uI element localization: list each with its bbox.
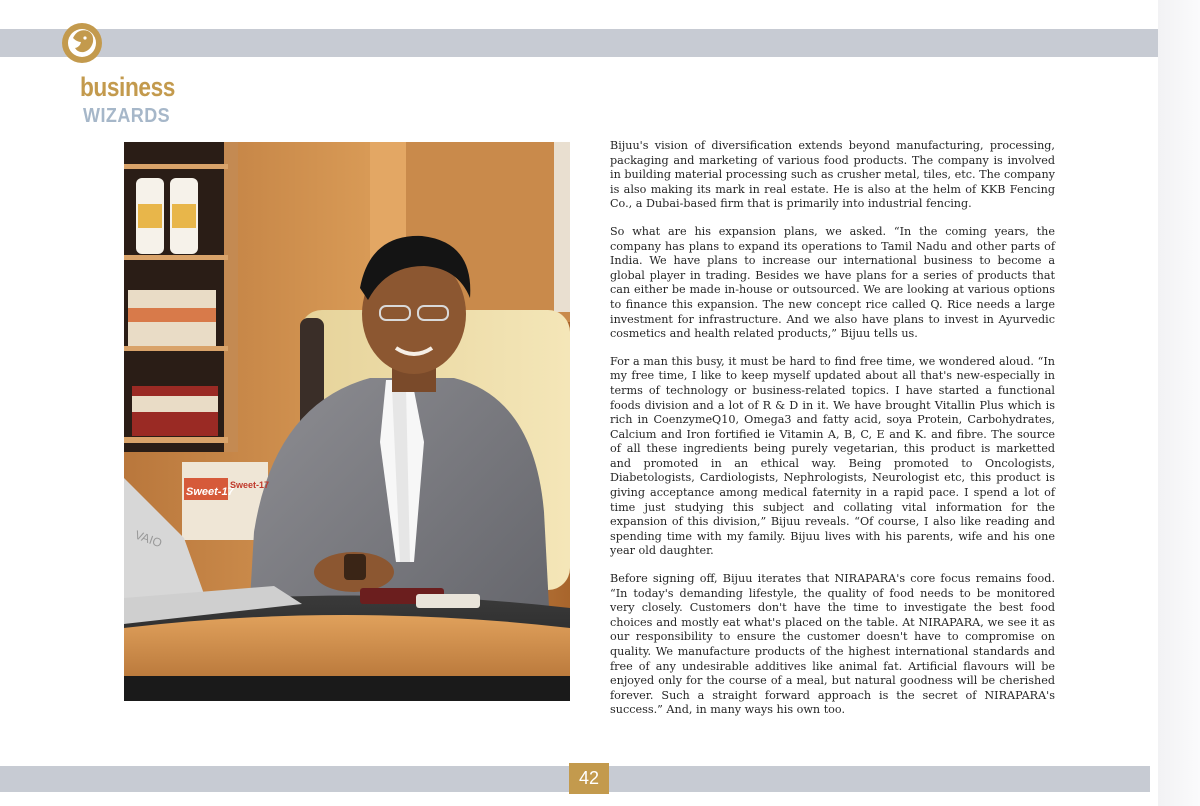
article-body bbox=[610, 139, 1055, 731]
product-label-2: Sweet-17 bbox=[230, 480, 270, 490]
article-paragraph: Bijuu's vision of diversification extends beyond manufacturing, processing, packaging and marketing of various food products. The company is involved in building material processing such as crusher metal, tiles, etc. The company is also making its mark in real estate. He is also at the helm of KKB Fencing Co., a Dubai-based firm that is primarily into industrial fencing. bbox=[610, 139, 1055, 211]
article-paragraph: Before signing off, Bijuu iterates that NIRAPARA's core focus remains food. “In today's demanding lifestyle, the quality of food needs to be monitored very closely. Customers don't have the time to investigate the best food choices and mostly eat what's placed on the table. At NIRAPARA, we see it as our responsibility to ensure the customer doesn't have to compromise on quality. We manufacture products of the highest international standards and free of any undesirable additives like animal fat. Artificial flavours will be enjoyed only for the course of a meal, but natural goodness will be cherished forever. Such a straight forward approach is the secret of NIRAPARA's success.” And, in many ways his own too. bbox=[610, 572, 1055, 717]
article-paragraph: So what are his expansion plans, we asked. “In the coming years, the company has plans to expand its operations to Tamil Nadu and other parts of India. We have plans to increase our international business to become a global player in trading. Besides we have plans for a series of products that can either be made in-house or outsourced. We are looking at various options to finance this expansion. The new concept rice called Q. Rice needs a large investment for infrastructure. And we also have plans to invest in Ayurvedic cosmetics and health related products,” Bijuu tells us. bbox=[610, 224, 1055, 341]
logo-word-wizards: WIZARDS bbox=[83, 105, 171, 127]
article-paragraph: For a man this busy, it must be hard to find free time, we wondered aloud. “In my free time, I like to keep myself updated about all that's new-especially in terms of technology or business-related topics. I have started a functional foods division and a lot of R & D in it. We have brought Vitallin Plus which is rich in CoenzymeQ10, Omega3 and fatty acid, soya Protein, Carbohydrates, Calcium and Iron fortified ie Vitamin A, B, C, E and K. and fibre. The source of all these ingredients being purely vegetarian, this product is marketted and promoted in an ethical way. Being promoted to Oncologists, Diabetologists, Cardiologists, Nephrologists, Neurologist etc, this product is giving acceptance among medical faternity in a rapid pace. I spend a lot of time just studying this subject and collating vital information for the expansion of this division,” Bijuu reveals. “Of course, I also like reading and spending time with my family. Bijuu lives with his parents, wife and his one year old daughter. bbox=[610, 354, 1055, 558]
section-logo bbox=[60, 20, 200, 127]
logo-word-business: business bbox=[80, 72, 175, 102]
page-edge bbox=[1158, 0, 1200, 806]
product-label-1: Sweet-17 bbox=[186, 486, 234, 498]
portrait-photo bbox=[124, 142, 570, 701]
page-number: 42 bbox=[569, 763, 609, 794]
lion-head-icon bbox=[60, 20, 106, 66]
laptop-logo: VAIO bbox=[132, 527, 164, 551]
